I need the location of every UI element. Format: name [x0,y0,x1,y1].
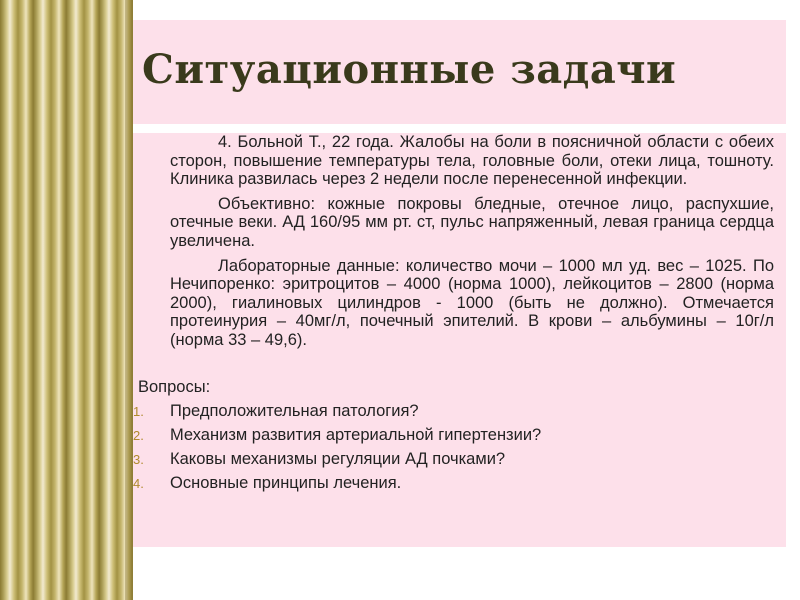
questions-list [133,402,773,498]
slide-title: Ситуационные задачи [142,46,677,93]
questions-label: Вопросы: [138,378,211,396]
question-item [133,474,773,498]
question-number: 2. [133,428,144,443]
case-paragraph-lab-data: Лабораторные данные: количество мочи – 1000 мл уд. вес – 1025. По Нечипоренко: эритроцитов – 4000 (норма 1000), лейкоцитов – 2800 (норма 2000), гиалиновых цилиндров - 1000 (быть не должно). Отмечается протеинурия – 40мг/л, почечный эпителий. В крови – альбумины – 10г/л (норма 33 – 49,6). [170,256,774,349]
question-number: 3. [133,452,144,467]
question-number: 1. [133,404,144,419]
question-item [133,450,773,474]
question-item [133,402,773,426]
question-text: Каковы механизмы регуляции АД почками? [170,450,506,468]
case-paragraph-objective: Объективно: кожные покровы бледные, отечное лицо, распухшие, отечные веки. АД 160/95 мм рт. ст, пульс напряженный, левая граница сердца увеличена. [170,194,774,250]
question-text: Механизм развития артериальной гипертензии? [170,426,542,444]
question-number: 4. [133,476,144,491]
case-description [170,133,774,356]
question-text: Предположительная патология? [170,402,419,420]
question-text: Основные принципы лечения. [170,474,402,492]
question-item [133,426,773,450]
case-paragraph-complaints: 4. Больной Т., 22 года. Жалобы на боли в поясничной области с обеих сторон, повышение температуры тела, головные боли, отеки лица, тошноту. Клиника развилась через 2 недели после перенесенной инфекции. [170,133,774,189]
decorative-pillar [0,0,133,600]
